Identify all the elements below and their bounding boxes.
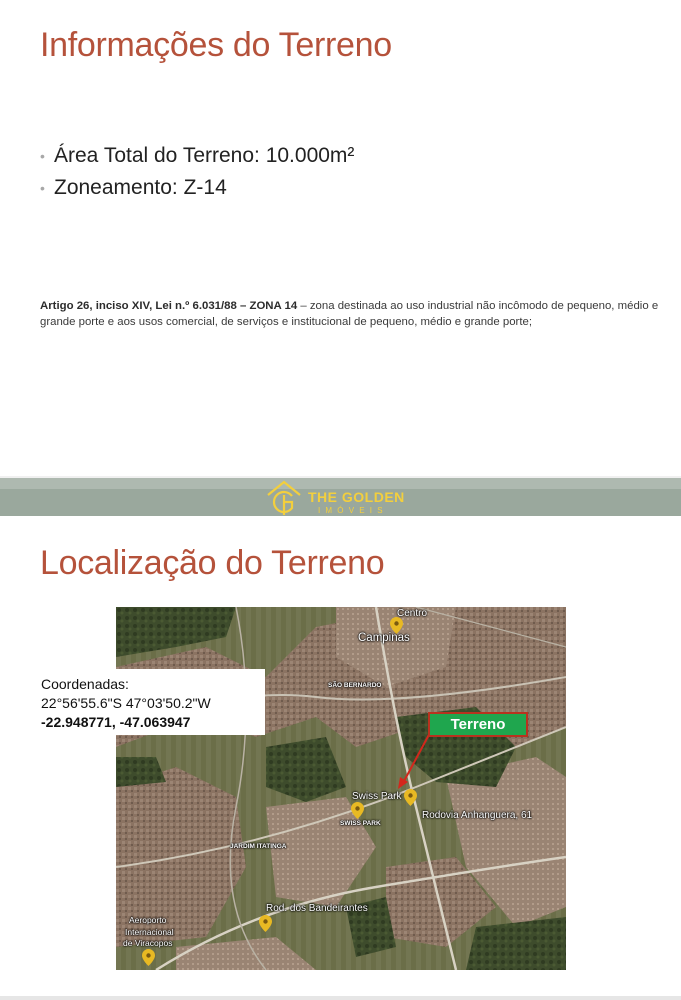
map-pin-icon[interactable] [351,802,364,819]
coordinates-dms: 22°56'55.6"S 47°03'50.2"W [41,695,211,711]
map-pin-icon[interactable] [259,915,272,932]
law-description: – zona destinada ao uso industrial não incômodo de pequeno, médio e grande porte e aos usos comercial, de serviços e institucional de pequeno, médio e grande porte; [40,300,659,329]
map-label-aeroporto: de Viracopos [123,938,173,948]
map-label-rodovia: Rodovia Anhanguera, 61 [422,810,533,821]
bullet-item [40,172,354,204]
slide-title: Localização do Terreno [40,544,385,582]
bullet-icon: • [40,148,45,164]
map-label-swiss-park: Swiss Park [352,791,402,802]
brand-logo [264,479,424,517]
coordinates-label: Coordenadas: [41,676,129,692]
coordinates-decimal: -22.948771, -47.063947 [41,714,191,730]
bullet-text: Área Total do Terreno: 10.000m² [54,144,355,167]
slide-terrain-location [0,516,681,1000]
law-reference: Artigo 26, inciso XIV, Lei n.º 6.031/88 – ZONA 14 [40,300,298,313]
terreno-marker[interactable]: Terreno [428,712,528,737]
map-pin-icon[interactable] [142,949,155,966]
map-label-bandeirantes: Rod. dos Bandeirantes [266,903,368,914]
logo-subtitle: IMÓVEIS [318,506,388,515]
coordinates-box [35,669,265,735]
map-terrain [116,607,566,970]
satellite-map[interactable] [116,607,566,970]
bottom-divider [0,996,681,1000]
bullet-item [40,140,354,172]
map-label-campinas: Campinas [358,632,410,644]
map-label-centro: Centro [397,608,428,619]
house-g-icon [264,479,304,517]
bullet-icon: • [40,180,45,196]
map-label-sao-bernardo: SÃO BERNARDO [328,682,382,689]
slide-terrain-info [0,0,681,476]
divider-band [0,476,681,518]
map-label-aeroporto: Aeroporto [129,915,167,925]
bullet-list [40,140,354,204]
map-label-aeroporto: Internacional [125,927,174,937]
slide-title: Informações do Terreno [40,26,392,64]
map-pin-icon[interactable] [404,789,417,806]
map-label-jardim-itatinga: JARDIM ITATINGA [230,843,287,850]
bullet-text: Zoneamento: Z-14 [54,176,227,199]
map-label-swiss-park-small: SWISS PARK [340,820,381,827]
logo-title: THE GOLDEN [308,489,405,505]
zoning-law-text [40,298,665,330]
